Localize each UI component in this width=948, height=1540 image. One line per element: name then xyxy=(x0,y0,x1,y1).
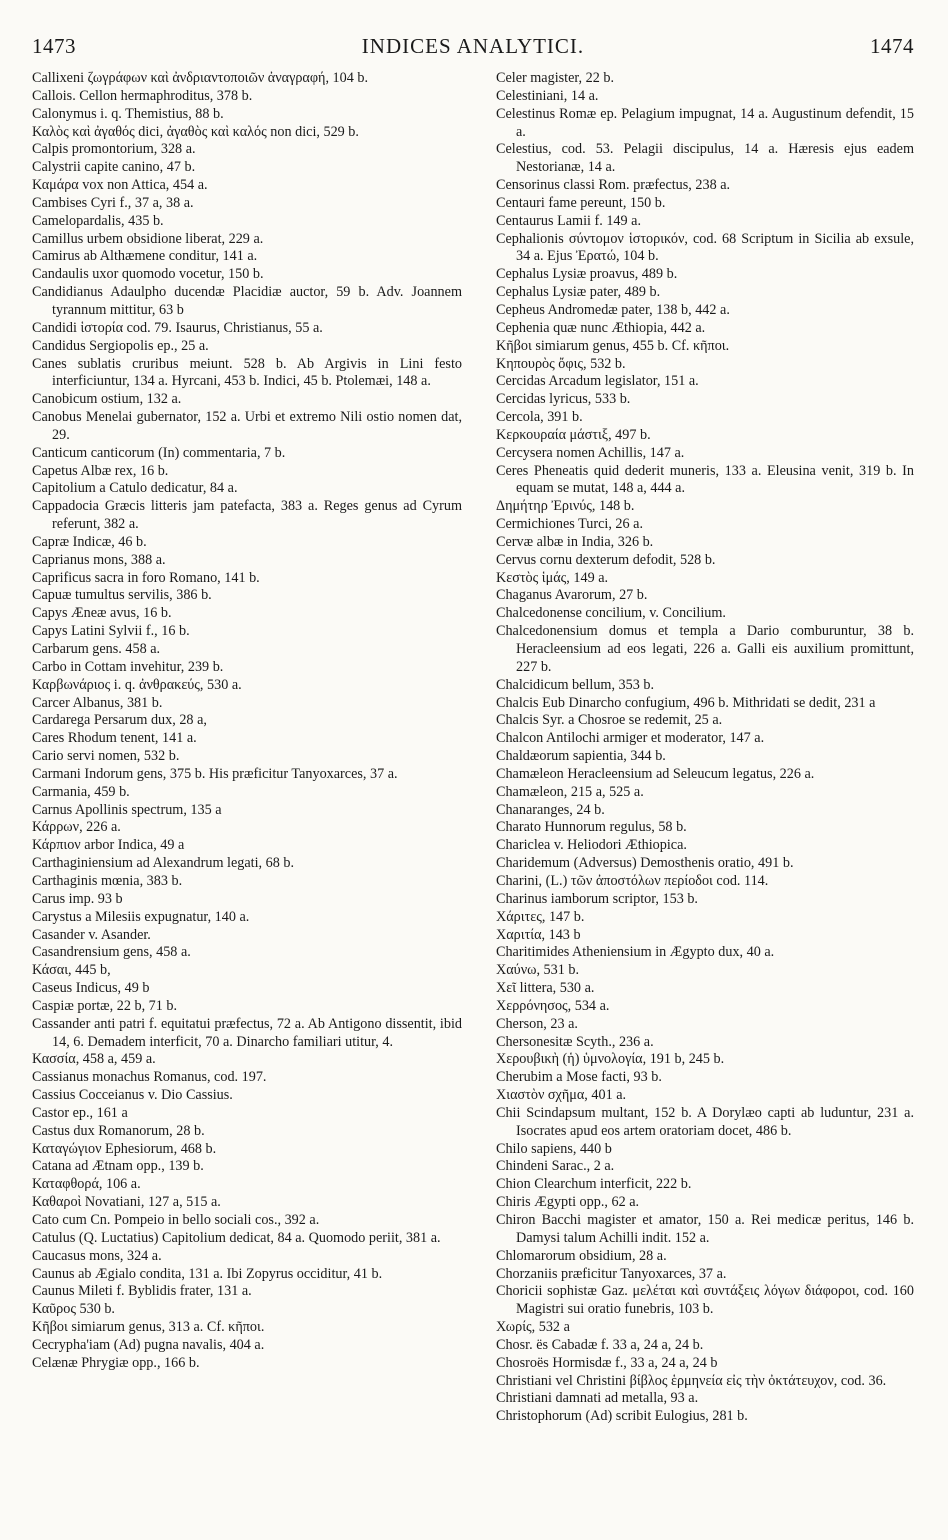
index-entry: Carystus a Milesiis expugnatur, 140 a. xyxy=(32,908,250,925)
index-entry: Choricii sophistæ Gaz. μελέται καὶ συντάξεις λόγων διάφοροι, cod. 160 Magistri sui oratio funebris, 103 b. xyxy=(496,1283,914,1318)
index-entry: Camelopardalis, 435 b. xyxy=(32,212,164,229)
index-entry: Cervæ albæ in India, 326 b. xyxy=(496,533,654,550)
index-entry: Χερρόνησος, 534 a. xyxy=(496,997,610,1014)
index-entry: Camirus ab Althæmene conditur, 141 a. xyxy=(32,248,258,265)
index-entry: Caseus Indicus, 49 b xyxy=(32,980,150,997)
index-entry: Κάρπιον arbor Indica, 49 a xyxy=(32,837,185,854)
index-entry: Cercysera nomen Achillis, 147 a. xyxy=(496,444,685,461)
index-entry: Charinus iamborum scriptor, 153 b. xyxy=(496,890,698,907)
index-entry: Callois. Cellon hermaphroditus, 378 b. xyxy=(32,87,253,104)
index-entry: Candidus Sergiopolis ep., 25 a. xyxy=(32,337,209,354)
index-entry: Cardarega Persarum dux, 28 a, xyxy=(32,712,207,729)
index-entry: Cephalus Lysiæ proavus, 489 b. xyxy=(496,266,678,283)
index-entry: Cepheus Andromedæ pater, 138 b, 442 a. xyxy=(496,301,730,318)
index-entry: Cercidas lyricus, 533 b. xyxy=(496,391,631,408)
left-column xyxy=(32,70,462,1426)
index-entry: Carmania, 459 b. xyxy=(32,783,130,800)
index-entry: Christiani vel Christini βίβλος ἑρμηνεία εἰς τὴν ὀκτάτευχον, cod. 36. xyxy=(496,1372,887,1389)
index-entry: Canticum canticorum (In) commentaria, 7 b. xyxy=(32,444,286,461)
right-page-number: 1474 xyxy=(869,34,914,58)
index-entry: Celestiniani, 14 a. xyxy=(496,87,599,104)
index-entry: Δημήτηρ Ἐρινύς, 148 b. xyxy=(496,498,635,515)
index-entry: Censorinus classi Rom. præfectus, 238 a. xyxy=(496,177,731,194)
index-entry: Καθαροὶ Novatiani, 127 a, 515 a. xyxy=(32,1194,221,1211)
index-entry: Κῆβοι simiarum genus, 313 a. Cf. κῆποι. xyxy=(32,1319,265,1336)
index-entry: Ceres Pheneatis quid dederit muneris, 133 a. Eleusina venit, 319 b. In equam se mutat, 148 a, 444 a. xyxy=(496,462,914,497)
index-entry: Caucasus mons, 324 a. xyxy=(32,1247,162,1264)
page-title: INDICES ANALYTICI. xyxy=(361,34,585,58)
index-entry: Calonymus i. q. Themistius, 88 b. xyxy=(32,105,224,122)
index-entry: Charato Hunnorum regulus, 58 b. xyxy=(496,819,687,836)
index-entry: Casandrensium gens, 458 a. xyxy=(32,944,191,961)
index-entry: Καλὸς καὶ ἀγαθός dici, ἀγαθὸς καὶ καλός non dici, 529 b. xyxy=(32,123,359,140)
index-entry: Calystrii capite canino, 47 b. xyxy=(32,159,196,176)
index-entry: Καταφθορά, 106 a. xyxy=(32,1176,141,1193)
index-entry: Chosr. ës Cabadæ f. 33 a, 24 a, 24 b. xyxy=(496,1336,704,1353)
index-entry: Chalcon Antilochi armiger et moderator, 147 a. xyxy=(496,730,765,747)
index-entry: Χερουβικὴ (ἡ) ὑμνολογία, 191 b, 245 b. xyxy=(496,1051,725,1068)
index-entry: Chariclea v. Heliodori Æthiopica. xyxy=(496,837,687,854)
index-entry: Cherubim a Mose facti, 93 b. xyxy=(496,1069,662,1086)
index-entry: Cephenia quæ nunc Æthiopia, 442 a. xyxy=(496,319,706,336)
index-entry: Chalcedonensium domus et templa a Dario comburuntur, 38 b. Heracleensium ad eos legati, 226 a. Galli eis auxilium promittunt, 227 b. xyxy=(496,623,914,675)
index-entry: Cephalionis σύντομον ἱστορικόν, cod. 68 Scriptum in Sicilia ab exsule, 34 a. Ejus Ἐρατώ, 104 b. xyxy=(496,230,914,265)
index-entry: Cappadocia Græcis litteris jam patefacta, 383 a. Reges genus ad Cyrum referunt, 382 a. xyxy=(32,498,462,533)
index-entry: Cares Rhodum tenent, 141 a. xyxy=(32,730,197,747)
index-entry: Καμάρα vox non Attica, 454 a. xyxy=(32,177,208,194)
index-entry: Candaulis uxor quomodo vocetur, 150 b. xyxy=(32,266,264,283)
index-entry: Χωρίς, 532 a xyxy=(496,1319,570,1336)
index-entry: Caprificus sacra in foro Romano, 141 b. xyxy=(32,569,260,586)
index-entry: Chalcis Eub Dinarcho confugium, 496 b. Mithridati se dedit, 231 a xyxy=(496,694,876,711)
index-entry: Chiron Bacchi magister et amator, 150 a. Rei medicæ peritus, 146 b. Damysi talum Achilli indit. 152 a. xyxy=(496,1212,914,1246)
index-entry: Chamæleon Heracleensium ad Seleucum legatus, 226 a. xyxy=(496,765,815,782)
index-entry: Κῆβοι simiarum genus, 455 b. Cf. κῆποι. xyxy=(496,337,730,354)
index-entry: Cercola, 391 b. xyxy=(496,409,583,426)
index-entry: Cassander anti patri f. equitatui præfectus, 72 a. Ab Antigono dissentit, ibid 14, 6. Demadem interficit, 70 a. Dinarcho familiari utitur, 4. xyxy=(32,1015,462,1050)
index-entry: Charini, (L.) τῶν ἀποστόλων περίοδοι cod. 114. xyxy=(496,872,769,889)
index-entry: Chalcis Syr. a Chosroe se redemit, 25 a. xyxy=(496,712,723,729)
left-page-number: 1473 xyxy=(32,34,76,58)
index-entry: Cassianus monachus Romanus, cod. 197. xyxy=(32,1069,267,1086)
index-entry: Calpis promontorium, 328 a. xyxy=(32,141,196,158)
index-entry: Centauri fame pereunt, 150 b. xyxy=(496,194,666,211)
index-entry: Chersonesitæ Scyth., 236 a. xyxy=(496,1033,654,1050)
index-entry: Capys Æneæ avus, 16 b. xyxy=(32,605,172,622)
index-entry: Κερκουραία μάστιξ, 497 b. xyxy=(496,426,651,443)
page-header xyxy=(32,34,914,68)
index-entry: Cecrypha'iam (Ad) pugna navalis, 404 a. xyxy=(32,1336,265,1353)
index-entry: Canes sublatis cruribus meiunt. 528 b. Ab Argivis in Lini festo interficiuntur, 134 a. Hyrcani, 453 b. Indici, 45 b. Ptolemæi, 148 a. xyxy=(32,355,462,390)
index-entry: Cassius Cocceianus v. Dio Cassius. xyxy=(32,1087,233,1104)
index-entry: Casander v. Asander. xyxy=(32,926,151,943)
index-entry: Cambises Cyri f., 37 a, 38 a. xyxy=(32,194,194,211)
index-entry: Chamæleon, 215 a, 525 a. xyxy=(496,783,644,800)
index-entry: Chion Clearchum interficit, 222 b. xyxy=(496,1176,692,1193)
index-entry: Chii Scindapsum multant, 152 b. A Dorylæo capti ab luduntur, 231 a. Isocrates apud eos artem oratoriam docet, 486 b. xyxy=(496,1104,914,1139)
index-entry: Castor ep., 161 a xyxy=(32,1104,128,1121)
index-entry: Chilo sapiens, 440 b xyxy=(496,1140,612,1157)
index-entry: Cervus cornu dexterum defodit, 528 b. xyxy=(496,551,716,568)
index-entry: Κηπουρὸς ὄφις, 532 b. xyxy=(496,355,626,372)
index-entry: Carthaginiensium ad Alexandrum legati, 68 b. xyxy=(32,855,295,872)
index-entry: Chorzaniis præficitur Tanyoxarces, 37 a. xyxy=(496,1265,727,1282)
index-columns xyxy=(32,70,914,1426)
index-entry: Capuæ tumultus servilis, 386 b. xyxy=(32,587,212,604)
index-entry: Capys Latini Sylvii f., 16 b. xyxy=(32,623,190,640)
index-entry: Carcer Albanus, 381 b. xyxy=(32,694,163,711)
index-entry: Cermichiones Turci, 26 a. xyxy=(496,516,643,533)
right-column xyxy=(496,70,914,1426)
index-entry: Celestius, cod. 53. Pelagii discipulus, 14 a. Hæresis ejus eadem Nestorianæ, 14 a. xyxy=(496,141,914,176)
index-entry: Capræ Indicæ, 46 b. xyxy=(32,533,147,550)
index-entry: Carthaginis mœnia, 383 b. xyxy=(32,872,183,889)
index-entry: Charitimides Atheniensium in Ægypto dux, 40 a. xyxy=(496,944,775,961)
index-entry: Chalcidicum bellum, 353 b. xyxy=(496,676,655,693)
index-entry: Chlomarorum obsidium, 28 a. xyxy=(496,1247,667,1264)
index-entry: Canobus Menelai gubernator, 152 a. Urbi et extremo Nili ostio nomen dat, 29. xyxy=(32,409,462,443)
index-entry: Caunus Mileti f. Byblidis frater, 131 a. xyxy=(32,1283,252,1300)
index-entry: Κάρρων, 226 a. xyxy=(32,819,121,836)
index-entry: Camillus urbem obsidione liberat, 229 a. xyxy=(32,230,264,247)
index-entry: Carbo in Cottam invehitur, 239 b. xyxy=(32,658,224,675)
index-entry: Celænæ Phrygiæ opp., 166 b. xyxy=(32,1354,200,1371)
index-entry: Κεστὸς ἱμάς, 149 a. xyxy=(496,569,609,586)
index-entry: Cario servi nomen, 532 b. xyxy=(32,748,180,765)
index-entry: Cephalus Lysiæ pater, 489 b. xyxy=(496,284,661,301)
index-entry: Celer magister, 22 b. xyxy=(496,70,615,86)
index-entry: Christiani damnati ad metalla, 93 a. xyxy=(496,1390,699,1407)
index-entry: Chaganus Avarorum, 27 b. xyxy=(496,587,648,604)
index-entry: Χαύνω, 531 b. xyxy=(496,962,580,979)
index-entry: Cato cum Cn. Pompeio in bello sociali cos., 392 a. xyxy=(32,1212,320,1228)
index-entry: Καῦρος 530 b. xyxy=(32,1301,115,1318)
index-entry: Candidianus Adaulpho ducendæ Placidiæ auctor, 59 b. Adv. Joannem tyrannum mittitur, 63 b xyxy=(32,284,462,318)
index-entry: Candidi ἱστορία cod. 79. Isaurus, Christianus, 55 a. xyxy=(32,319,323,336)
index-entry: Celestinus Romæ ep. Pelagium impugnat, 14 a. Augustinum defendit, 15 a. xyxy=(496,105,914,140)
index-entry: Κάσαι, 445 b, xyxy=(32,962,111,979)
index-entry: Chiris Ægypti opp., 62 a. xyxy=(496,1194,640,1211)
index-entry: Chaldæorum sapientia, 344 b. xyxy=(496,748,666,765)
index-entry: Χάριτες, 147 b. xyxy=(496,908,585,925)
index-entry: Capetus Albæ rex, 16 b. xyxy=(32,462,169,479)
index-entry: Christophorum (Ad) scribit Eulogius, 281 b. xyxy=(496,1408,748,1425)
index-entry: Καταγώγιον Ephesiorum, 468 b. xyxy=(32,1140,217,1157)
index-entry: Caprianus mons, 388 a. xyxy=(32,551,166,568)
index-entry: Κασσία, 458 a, 459 a. xyxy=(32,1051,156,1068)
index-entry: Chosroës Hormisdæ f., 33 a, 24 a, 24 b xyxy=(496,1354,718,1371)
index-entry: Castus dux Romanorum, 28 b. xyxy=(32,1122,205,1139)
index-entry: Caunus ab Ægialo condita, 131 a. Ibi Zopyrus occiditur, 41 b. xyxy=(32,1265,383,1282)
index-entry: Chalcedonense concilium, v. Concilium. xyxy=(496,605,726,622)
index-entry: Centaurus Lamii f. 149 a. xyxy=(496,212,641,229)
index-entry: Καρβωνάριος i. q. ἀνθρακεύς, 530 a. xyxy=(32,676,242,693)
index-entry: Χαριτία, 143 b xyxy=(496,926,581,943)
index-entry: Cherson, 23 a. xyxy=(496,1015,578,1032)
index-entry: Callixeni ζωγράφων καὶ ἀνδριαντοποιῶν ἀναγραφή, 104 b. xyxy=(32,70,369,86)
index-entry: Canobicum ostium, 132 a. xyxy=(32,391,182,408)
index-entry: Catulus (Q. Luctatius) Capitolium dedicat, 84 a. Quomodo periit, 381 a. xyxy=(32,1229,441,1246)
index-entry: Χεῖ littera, 530 a. xyxy=(496,980,595,997)
index-entry: Carnus Apollinis spectrum, 135 a xyxy=(32,801,222,818)
index-entry: Chindeni Sarac., 2 a. xyxy=(496,1158,615,1175)
index-entry: Charidemum (Adversus) Demosthenis oratio, 491 b. xyxy=(496,855,794,872)
index-entry: Carbarum gens. 458 a. xyxy=(32,641,161,657)
index-entry: Cercidas Arcadum legislator, 151 a. xyxy=(496,373,699,390)
index-entry: Chanaranges, 24 b. xyxy=(496,801,605,818)
index-entry: Carmani Indorum gens, 375 b. His præficitur Tanyoxarces, 37 a. xyxy=(32,765,398,782)
index-entry: Capitolium a Catulo dedicatur, 84 a. xyxy=(32,480,238,497)
index-entry: Χιαστὸν σχῆμα, 401 a. xyxy=(496,1087,627,1104)
index-entry: Catana ad Ætnam opp., 139 b. xyxy=(32,1158,204,1175)
index-entry: Carus imp. 93 b xyxy=(32,890,123,907)
index-entry: Caspiæ portæ, 22 b, 71 b. xyxy=(32,997,178,1014)
